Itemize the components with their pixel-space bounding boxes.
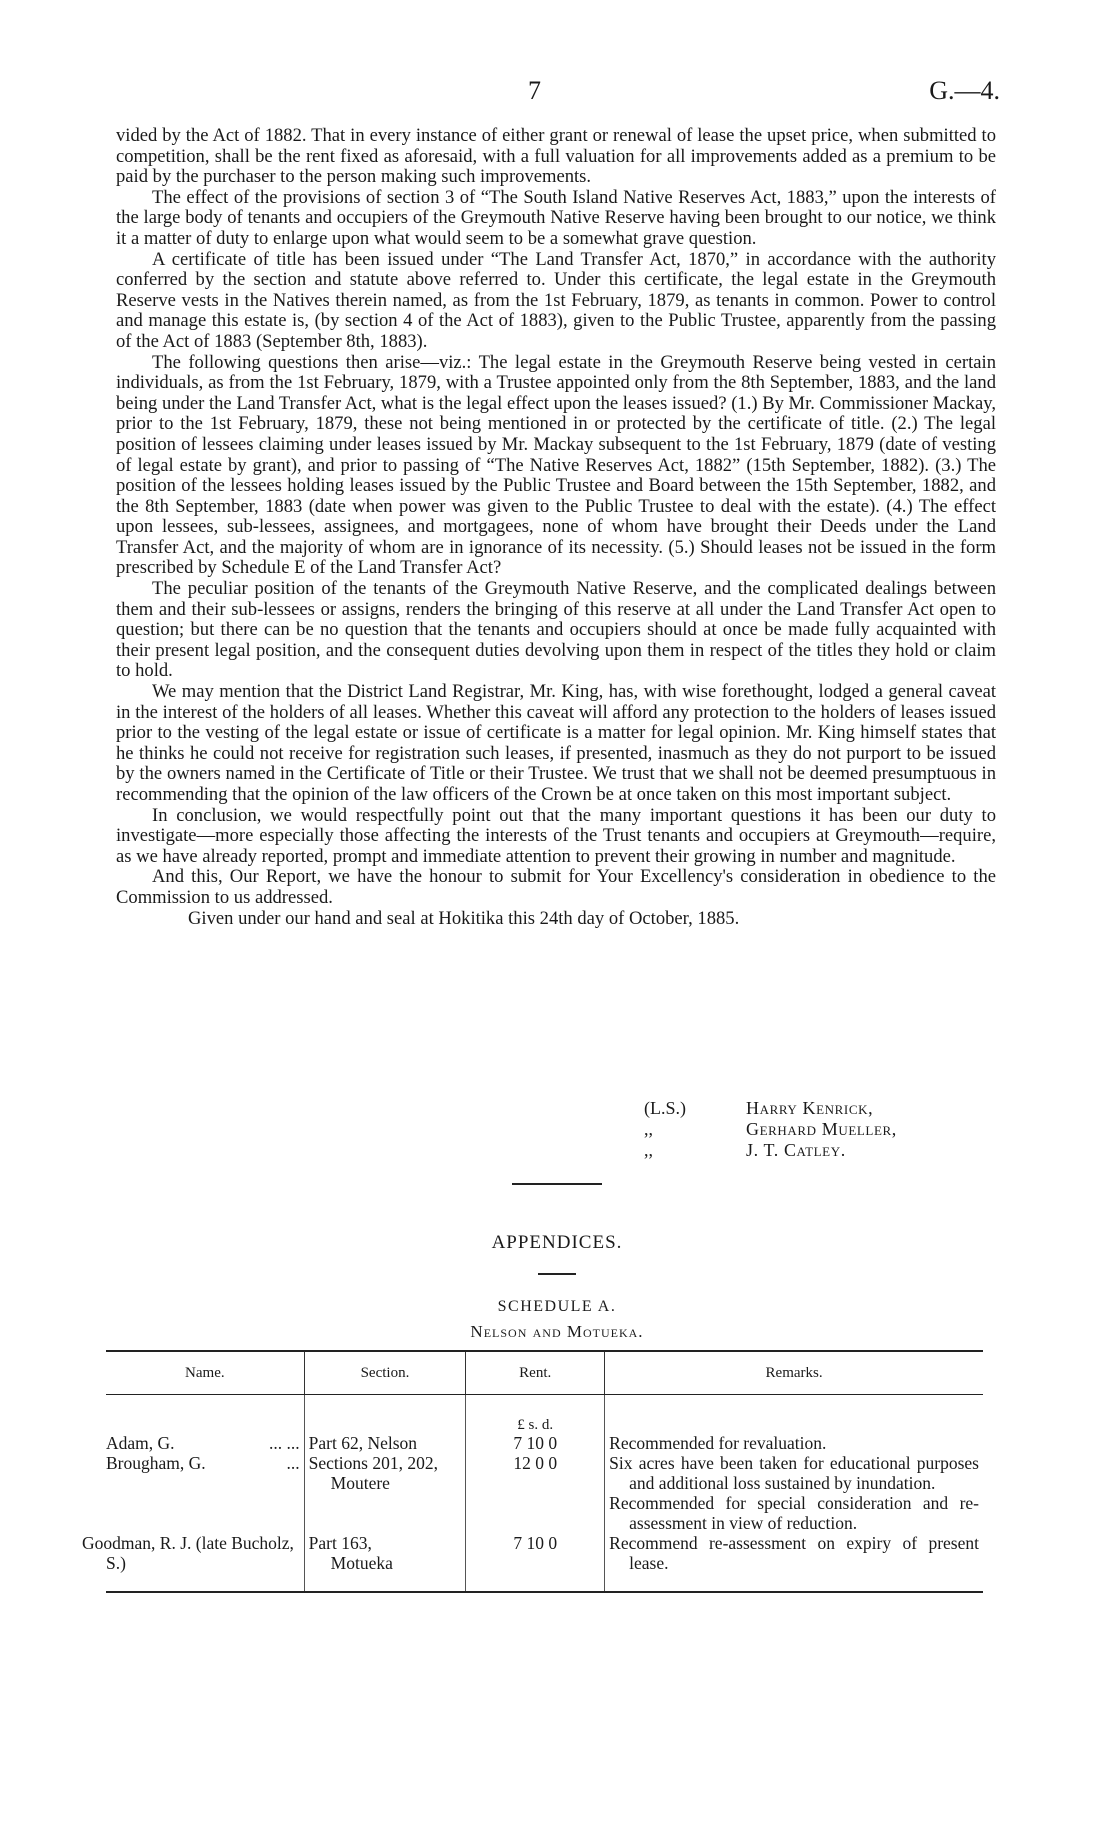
signature-row	[644, 1119, 897, 1140]
signature-row	[644, 1140, 897, 1161]
remark-text: Recommended for special consideration and re-assessment in view of reduction.	[609, 1493, 979, 1533]
ditto-mark: ,,	[644, 1140, 653, 1160]
paragraph: We may mention that the District Land Registrar, Mr. King, has, with wise forethought, lodged a general caveat in the interest of the holders of all leases. Whether this caveat will afford any protection to the holders of leases issued prior to the vesting of the legal estate or issue of certificate is a matter for legal opinion. Mr. King himself states that he thinks he could not receive for registration such leases, if presented, inasmuch as they do not purport to be issued by the owners named in the Certificate of Title or their Trustee. We trust that we shall not be deemed presumptuous in recommending that the opinion of the law officers of the Crown be at once taken on this most important subject.	[116, 681, 996, 805]
tenant-name: Brougham, G.	[106, 1453, 206, 1473]
ditto-mark: ,,	[644, 1119, 653, 1139]
tenant-name-cell	[106, 1433, 304, 1453]
tenant-name: Goodman, R. J. (late Bucholz, S.)	[82, 1533, 294, 1573]
paragraph: The following questions then arise—viz.: The legal estate in the Greymouth Reserve being vested in certain individuals, as from the 1st February, 1879, with a Trustee appointed only from the 8th September, 1883, and the land being under the Land Transfer Act, what is the legal effect upon the leases issued? (1.) By Mr. Commissioner Mackay, prior to the 1st February, 1879, these not being mentioned in or protected by the certificate of title. (2.) The legal position of lessees claiming under leases issued by Mr. Mackay subsequent to the 1st February, 1879 (date of vesting of legal estate by grant), and prior to passing of “The Native Reserves Act, 1882” (15th September, 1882). (3.) The position of the lessees holding leases issued by the Public Trustee and Board between the 15th September, 1882, and the 8th September, 1883 (date when power was given to the Public Trustee to deal with the estate). (4.) The effect upon lessees, sub-lessees, assignees, and mortgagees, none of whom have brought their Deeds under the Land Transfer Act, and the majority of whom are in ignorance of its necessity. (5.) Should leases not be issued in the form prescribed by Schedule E of the Land Transfer Act?	[116, 351, 996, 579]
dated-line: Given under our hand and seal at Hokitika this 24th day of October, 1885.	[188, 907, 740, 929]
column-header-section: Section.	[304, 1351, 466, 1395]
section-cell	[304, 1533, 466, 1592]
table-header-row	[106, 1351, 983, 1395]
signature-row	[644, 1098, 897, 1119]
schedule-table	[82, 1350, 983, 1593]
signature-block	[644, 1098, 897, 1161]
leader-dots: ... ...	[269, 1433, 300, 1453]
table-row	[106, 1453, 983, 1533]
section-line: Sections 201, 202,	[308, 1453, 438, 1473]
schedule-title: SCHEDULE A.	[497, 1298, 617, 1315]
tenant-name-cell	[82, 1533, 304, 1592]
remarks-cell	[605, 1433, 983, 1453]
table-row	[106, 1433, 983, 1453]
section-line: Part 62, Nelson	[308, 1433, 418, 1453]
column-header-name: Name.	[106, 1351, 304, 1395]
appendices-heading: APPENDICES.	[491, 1232, 623, 1253]
tenant-name-cell	[106, 1453, 304, 1533]
seal-mark: (L.S.)	[644, 1098, 686, 1118]
remarks-cell	[605, 1453, 983, 1533]
remark-text: Six acres have been taken for educational purposes and additional loss sustained by inundation.	[609, 1453, 979, 1493]
remark-text: Recommended for revaluation.	[609, 1433, 827, 1453]
paragraph: In conclusion, we would respectfully point out that the many important questions it has been our duty to investigate—more especially those affecting the interests of the Trust tenants and occupiers at Greymouth—require, as we have already reported, prompt and immediate attention to prevent their growing in number and magnitude.	[116, 804, 996, 867]
signatory-name: Gerhard Mueller,	[746, 1119, 897, 1139]
paragraph: The effect of the provisions of section 3 of “The South Island Native Reserves Act, 1883,” upon the interests of the large body of tenants and occupiers of the Greymouth Native Reserve having been brought to our notice, we think it a matter of duty to enlarge upon what would seem to be a somewhat grave question.	[116, 186, 996, 249]
remarks-cell	[605, 1533, 983, 1592]
schedule-subtitle: Nelson and Motueka.	[470, 1322, 644, 1341]
section-line: Motueka	[330, 1553, 393, 1573]
report-body	[116, 126, 996, 929]
heading-divider	[538, 1273, 576, 1275]
paragraph: The peculiar position of the tenants of the Greymouth Native Reserve, and the complicated dealings between them and their sub-lessees or assigns, renders the bringing of this reserve at all under the Land Transfer Act open to question; but there can be no question that the tenants and occupiers should at once be made fully acquainted with their present legal position, and the consequent duties devolving upon them in respect of the titles they hold or claim to hold.	[116, 578, 996, 682]
paragraph: A certificate of title has been issued under “The Land Transfer Act, 1870,” in accordance with the authority conferred by the section and statute above referred to. Under this certificate, the legal estate in the Greymouth Reserve vests in the Natives therein named, as from the 1st February, 1879, as tenants in common. Power to control and manage this estate is, (by section 4 of the Act of 1883), given to the Public Trustee, apparently from the passing of the Act of 1883 (September 8th, 1883).	[116, 248, 996, 352]
rent-units: £ s. d.	[466, 1395, 605, 1434]
schedule-table-container	[82, 1350, 983, 1593]
remark-text: Recommend re-assessment on expiry of present lease.	[609, 1533, 979, 1573]
section-cell	[304, 1453, 466, 1533]
signatory-name: Harry Kenrick,	[746, 1098, 874, 1118]
paragraph: vided by the Act of 1882. That in every instance of either grant or renewal of lease the upset price, when submitted to competition, shall be the rent fixed as aforesaid, with a full valuation for all improvements added as a premium to be paid by the purchaser to the person making such improvements.	[116, 125, 996, 188]
section-line: Moutere	[330, 1473, 390, 1493]
rent-cell: 7 10 0	[466, 1433, 605, 1453]
tenant-name: Adam, G.	[106, 1433, 175, 1453]
column-header-rent: Rent.	[466, 1351, 605, 1395]
section-divider	[512, 1183, 602, 1185]
section-line: Part 163,	[308, 1533, 372, 1553]
signatory-name: J. T. Catley.	[746, 1140, 846, 1160]
units-row	[106, 1395, 983, 1434]
column-header-remarks: Remarks.	[605, 1351, 983, 1395]
paragraph: And this, Our Report, we have the honour to submit for Your Excellency's consideration in obedience to the Commission to us addressed.	[116, 866, 996, 908]
page-number: 7	[528, 76, 541, 105]
leader-dots: ...	[286, 1453, 300, 1473]
table-row	[106, 1533, 983, 1592]
section-cell	[304, 1433, 466, 1453]
rent-cell: 7 10 0	[466, 1533, 605, 1592]
document-code: G.—4.	[929, 76, 1000, 105]
rent-cell: 12 0 0	[466, 1453, 605, 1533]
